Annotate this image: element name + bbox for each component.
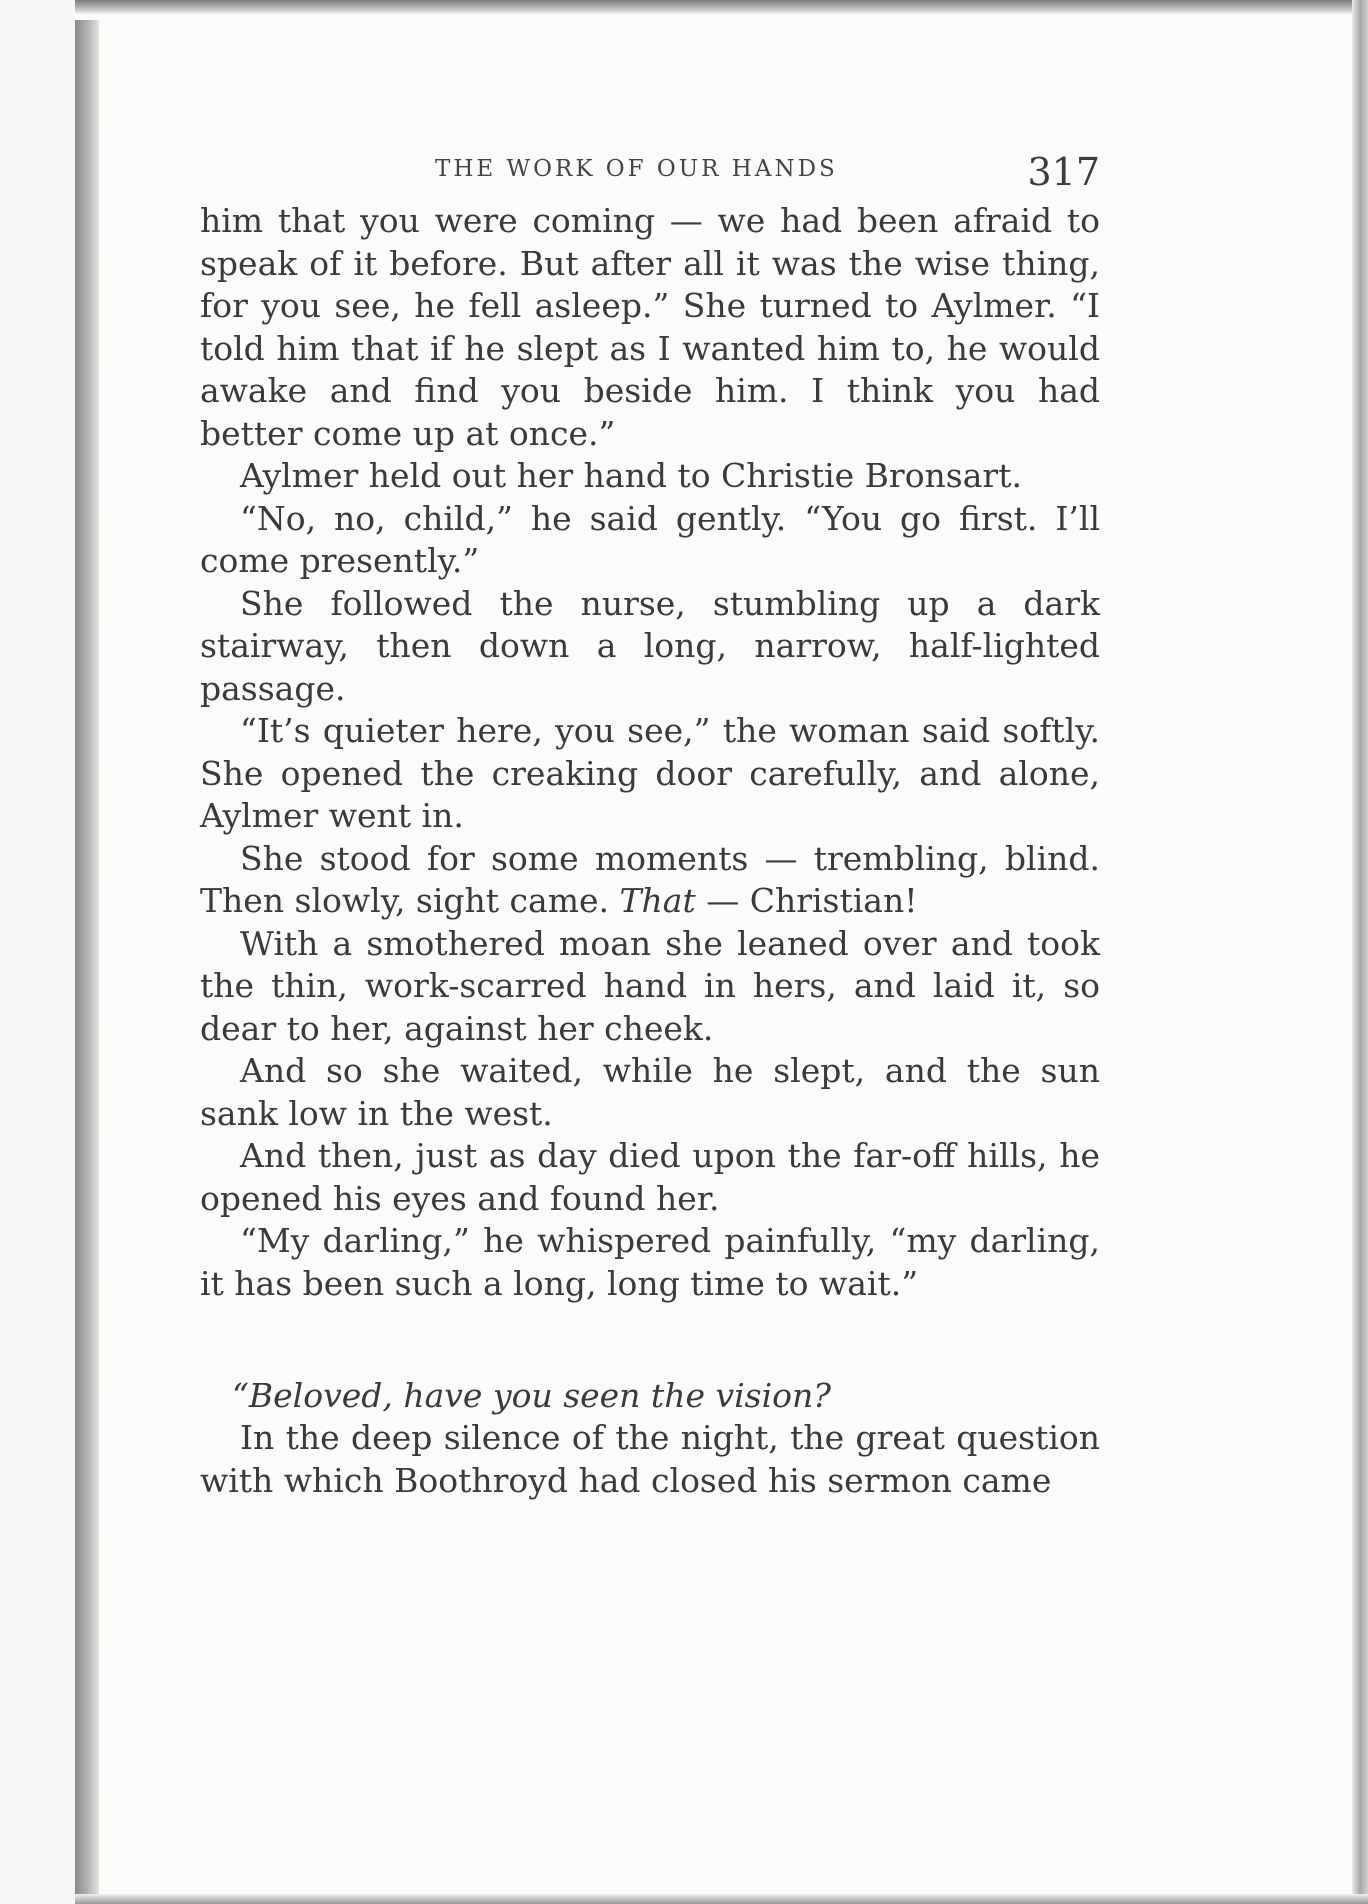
- paragraph-5: “It’s quieter here, you see,” the woman said softly. She opened the creaking door carefully, and alone, Aylmer went in.: [200, 711, 1100, 835]
- italic-quote: “Beloved, have you seen the vision?: [232, 1376, 831, 1415]
- paragraph-6-italic: That: [619, 881, 696, 920]
- paragraph-6: [200, 838, 1100, 923]
- paragraph-1: him that you were coming — we had been afraid to speak of it before. But after all it was the wise thing, for you see, he fell asleep.” She turned to Aylmer. “I told him that if he slept as I wanted him to, he would awake and find you beside him. I think you had better come up at once.”: [200, 201, 1100, 453]
- paragraph-6-end: — Christian!: [695, 881, 918, 920]
- bottom-page-edge: [75, 1894, 1368, 1904]
- running-head-title: THE WORK OF OUR HANDS: [435, 156, 838, 182]
- paragraph-9: And then, just as day died upon the far-off hills, he opened his eyes and found her.: [200, 1136, 1100, 1218]
- left-margin: [0, 0, 75, 1904]
- paragraph-2: Aylmer held out her hand to Christie Bronsart.: [240, 456, 1022, 495]
- section-break: [200, 1305, 1100, 1375]
- book-spine-shadow: [75, 20, 99, 1904]
- page-number: 317: [1027, 150, 1100, 194]
- paragraph-11: In the deep silence of the night, the great question with which Boothroyd had closed his sermon came: [200, 1418, 1100, 1500]
- paragraph-7: With a smothered moan she leaned over and took the thin, work-scarred hand in hers, and laid it, so dear to her, against her cheek.: [200, 923, 1100, 1048]
- right-page-edge: [1352, 0, 1368, 1904]
- paragraph-10: “My darling,” he whispered painfully, “my darling, it has been such a long, long time to wait.”: [200, 1221, 1100, 1303]
- page-text-block: [200, 150, 1100, 1502]
- running-head: [200, 150, 1100, 200]
- paragraph-6-start: She stood for some moments — trembling, blind. Then slowly, sight came.: [200, 838, 1100, 920]
- top-page-edge: [75, 0, 1368, 14]
- paragraph-8: And so she waited, while he slept, and the sun sank low in the west.: [200, 1051, 1100, 1133]
- paragraph-3: “No, no, child,” he said gently. “You go first. I’ll come presently.”: [200, 498, 1100, 580]
- paragraph-4: She followed the nurse, stumbling up a dark stairway, then down a long, narrow, half-lighted passage.: [200, 583, 1100, 708]
